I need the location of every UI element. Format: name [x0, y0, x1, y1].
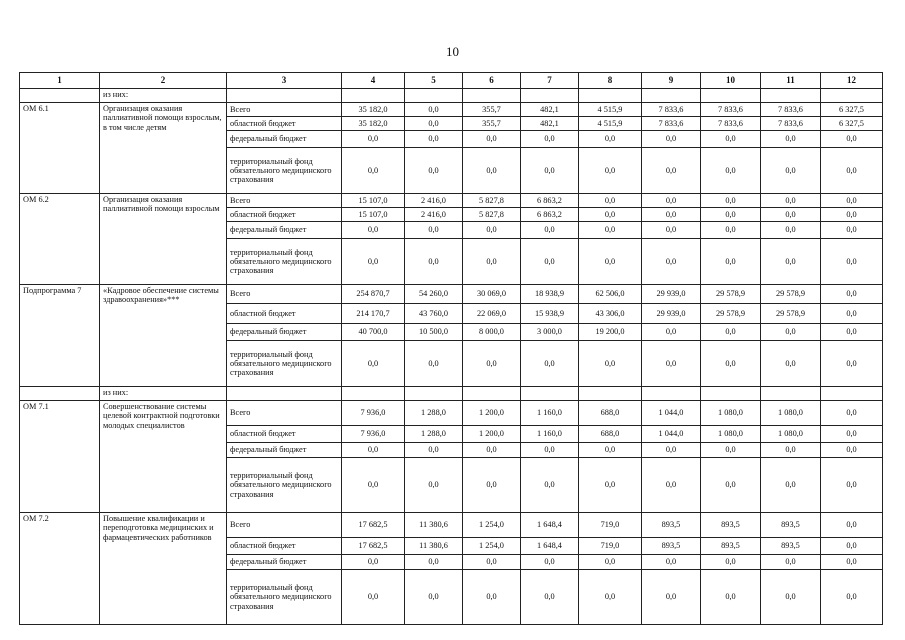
value-cell: 0,0 — [761, 555, 821, 570]
header-cell: 2 — [100, 73, 227, 89]
value-cell: 0,0 — [521, 570, 579, 625]
funding-source: территориальный фонд обязательного медицинского страхования — [227, 148, 342, 194]
value-cell: 0,0 — [642, 131, 701, 148]
value-cell: 719,0 — [579, 513, 642, 538]
value-cell: 0,0 — [642, 208, 701, 222]
funding-source: территориальный фонд обязательного медицинского страхования — [227, 239, 342, 285]
value-cell: 0,0 — [701, 324, 761, 341]
value-cell: 7 833,6 — [642, 103, 701, 117]
program-name: Организация оказания паллиативной помощи взрослым, в том числе детям — [100, 103, 227, 194]
value-cell: 30 069,0 — [463, 285, 521, 304]
value-cell: 5 827,8 — [463, 194, 521, 208]
value-cell: 0,0 — [405, 458, 463, 513]
value-cell: 54 260,0 — [405, 285, 463, 304]
value-cell: 0,0 — [761, 324, 821, 341]
value-cell: 7 833,6 — [701, 117, 761, 131]
value-cell: 0,0 — [405, 117, 463, 131]
value-cell: 0,0 — [463, 443, 521, 458]
value-cell: 3 000,0 — [521, 324, 579, 341]
value-cell: 0,0 — [405, 131, 463, 148]
empty-cell — [761, 89, 821, 103]
value-cell: 0,0 — [579, 443, 642, 458]
value-cell: 0,0 — [579, 570, 642, 625]
value-cell: 1 080,0 — [761, 426, 821, 443]
value-cell: 1 648,4 — [521, 538, 579, 555]
value-cell: 0,0 — [642, 570, 701, 625]
value-cell: 893,5 — [761, 513, 821, 538]
value-cell: 0,0 — [761, 194, 821, 208]
value-cell: 1 080,0 — [761, 401, 821, 426]
value-cell: 0,0 — [342, 131, 405, 148]
value-cell: 688,0 — [579, 426, 642, 443]
value-cell: 0,0 — [821, 513, 883, 538]
value-cell: 7 833,6 — [761, 103, 821, 117]
funding-source: федеральный бюджет — [227, 131, 342, 148]
value-cell: 17 682,5 — [342, 538, 405, 555]
value-cell: 7 833,6 — [761, 117, 821, 131]
value-cell: 214 170,7 — [342, 304, 405, 324]
program-name: Совершенствование системы целевой контрактной подготовки молодых специалистов — [100, 401, 227, 513]
empty-cell — [20, 89, 100, 103]
value-cell: 0,0 — [463, 555, 521, 570]
funding-source: областной бюджет — [227, 426, 342, 443]
empty-cell — [405, 387, 463, 401]
program-code: Подпрограмма 7 — [20, 285, 100, 387]
value-cell: 0,0 — [821, 131, 883, 148]
program-code: ОМ 6.1 — [20, 103, 100, 194]
empty-cell — [521, 89, 579, 103]
value-cell: 0,0 — [701, 222, 761, 239]
value-cell: 0,0 — [821, 443, 883, 458]
funding-source: Всего — [227, 285, 342, 304]
value-cell: 0,0 — [821, 222, 883, 239]
value-cell: 355,7 — [463, 103, 521, 117]
value-cell: 62 506,0 — [579, 285, 642, 304]
value-cell: 0,0 — [342, 222, 405, 239]
value-cell: 5 827,8 — [463, 208, 521, 222]
header-cell: 5 — [405, 73, 463, 89]
value-cell: 719,0 — [579, 538, 642, 555]
value-cell: 0,0 — [521, 239, 579, 285]
funding-source: территориальный фонд обязательного медицинского страхования — [227, 458, 342, 513]
value-cell: 0,0 — [701, 341, 761, 387]
value-cell: 893,5 — [701, 538, 761, 555]
value-cell: 40 700,0 — [342, 324, 405, 341]
value-cell: 0,0 — [405, 443, 463, 458]
header-cell: 11 — [761, 73, 821, 89]
funding-source: областной бюджет — [227, 304, 342, 324]
funding-source: территориальный фонд обязательного медицинского страхования — [227, 570, 342, 625]
subheader-label: из них: — [100, 387, 227, 401]
value-cell: 15 107,0 — [342, 208, 405, 222]
table-row — [20, 103, 883, 117]
empty-cell — [761, 387, 821, 401]
header-cell: 1 — [20, 73, 100, 89]
value-cell: 0,0 — [761, 570, 821, 625]
value-cell: 6 863,2 — [521, 194, 579, 208]
funding-source: областной бюджет — [227, 208, 342, 222]
value-cell: 0,0 — [701, 208, 761, 222]
value-cell: 0,0 — [701, 194, 761, 208]
empty-cell — [227, 89, 342, 103]
value-cell: 0,0 — [342, 555, 405, 570]
value-cell: 254 870,7 — [342, 285, 405, 304]
value-cell: 7 833,6 — [701, 103, 761, 117]
value-cell: 0,0 — [642, 555, 701, 570]
value-cell: 0,0 — [405, 222, 463, 239]
value-cell: 0,0 — [821, 341, 883, 387]
empty-cell — [579, 89, 642, 103]
value-cell: 0,0 — [642, 194, 701, 208]
value-cell: 29 939,0 — [642, 304, 701, 324]
value-cell: 0,0 — [521, 148, 579, 194]
value-cell: 355,7 — [463, 117, 521, 131]
empty-cell — [20, 387, 100, 401]
value-cell: 35 182,0 — [342, 117, 405, 131]
value-cell: 0,0 — [342, 341, 405, 387]
value-cell: 0,0 — [342, 570, 405, 625]
value-cell: 0,0 — [463, 239, 521, 285]
header-cell: 4 — [342, 73, 405, 89]
value-cell: 0,0 — [761, 131, 821, 148]
value-cell: 1 200,0 — [463, 426, 521, 443]
empty-cell — [701, 387, 761, 401]
empty-cell — [342, 387, 405, 401]
page-number: 10 — [446, 44, 459, 59]
value-cell: 1 160,0 — [521, 401, 579, 426]
value-cell: 0,0 — [701, 239, 761, 285]
funding-source: федеральный бюджет — [227, 324, 342, 341]
value-cell: 2 416,0 — [405, 208, 463, 222]
empty-cell — [227, 387, 342, 401]
value-cell: 0,0 — [701, 570, 761, 625]
subheader-label: из них: — [100, 89, 227, 103]
value-cell: 688,0 — [579, 401, 642, 426]
value-cell: 0,0 — [579, 239, 642, 285]
value-cell: 0,0 — [821, 401, 883, 426]
header-cell: 10 — [701, 73, 761, 89]
value-cell: 1 288,0 — [405, 401, 463, 426]
table-row — [20, 513, 883, 538]
value-cell: 1 200,0 — [463, 401, 521, 426]
value-cell: 29 578,9 — [761, 285, 821, 304]
value-cell: 43 306,0 — [579, 304, 642, 324]
empty-cell — [521, 387, 579, 401]
value-cell: 0,0 — [463, 570, 521, 625]
value-cell: 0,0 — [821, 538, 883, 555]
value-cell: 0,0 — [761, 341, 821, 387]
header-cell: 6 — [463, 73, 521, 89]
value-cell: 6 863,2 — [521, 208, 579, 222]
empty-cell — [463, 89, 521, 103]
value-cell: 7 936,0 — [342, 401, 405, 426]
program-code: ОМ 6.2 — [20, 194, 100, 285]
value-cell: 10 500,0 — [405, 324, 463, 341]
header-cell: 3 — [227, 73, 342, 89]
empty-cell — [701, 89, 761, 103]
header-row — [20, 73, 883, 89]
empty-cell — [463, 387, 521, 401]
value-cell: 893,5 — [761, 538, 821, 555]
value-cell: 0,0 — [342, 239, 405, 285]
empty-cell — [579, 387, 642, 401]
value-cell: 0,0 — [642, 443, 701, 458]
value-cell: 0,0 — [342, 443, 405, 458]
value-cell: 1 288,0 — [405, 426, 463, 443]
value-cell: 1 080,0 — [701, 401, 761, 426]
value-cell: 4 515,9 — [579, 117, 642, 131]
value-cell: 0,0 — [579, 194, 642, 208]
value-cell: 1 044,0 — [642, 426, 701, 443]
value-cell: 0,0 — [821, 324, 883, 341]
value-cell: 0,0 — [642, 341, 701, 387]
value-cell: 0,0 — [701, 555, 761, 570]
empty-cell — [821, 89, 883, 103]
value-cell: 0,0 — [342, 458, 405, 513]
funding-source: федеральный бюджет — [227, 443, 342, 458]
funding-source: федеральный бюджет — [227, 222, 342, 239]
value-cell: 0,0 — [821, 285, 883, 304]
value-cell: 0,0 — [405, 148, 463, 194]
value-cell: 0,0 — [405, 103, 463, 117]
value-cell: 11 380,6 — [405, 513, 463, 538]
value-cell: 0,0 — [821, 239, 883, 285]
value-cell: 0,0 — [463, 341, 521, 387]
value-cell: 35 182,0 — [342, 103, 405, 117]
header-cell: 9 — [642, 73, 701, 89]
value-cell: 0,0 — [521, 341, 579, 387]
value-cell: 0,0 — [821, 555, 883, 570]
value-cell: 0,0 — [761, 443, 821, 458]
value-cell: 0,0 — [761, 222, 821, 239]
program-code: ОМ 7.2 — [20, 513, 100, 625]
value-cell: 0,0 — [761, 208, 821, 222]
value-cell: 0,0 — [761, 458, 821, 513]
value-cell: 22 069,0 — [463, 304, 521, 324]
empty-cell — [642, 387, 701, 401]
value-cell: 29 578,9 — [701, 304, 761, 324]
value-cell: 7 936,0 — [342, 426, 405, 443]
program-name: Повышение квалификации и переподготовка медицинских и фармацевтических работников — [100, 513, 227, 625]
value-cell: 1 254,0 — [463, 513, 521, 538]
funding-source: Всего — [227, 103, 342, 117]
value-cell: 0,0 — [821, 304, 883, 324]
funding-source: Всего — [227, 401, 342, 426]
value-cell: 29 578,9 — [761, 304, 821, 324]
value-cell: 18 938,9 — [521, 285, 579, 304]
table-row — [20, 401, 883, 426]
value-cell: 893,5 — [642, 538, 701, 555]
value-cell: 11 380,6 — [405, 538, 463, 555]
funding-source: областной бюджет — [227, 117, 342, 131]
value-cell: 0,0 — [463, 458, 521, 513]
value-cell: 0,0 — [701, 443, 761, 458]
value-cell: 0,0 — [701, 458, 761, 513]
value-cell: 0,0 — [761, 148, 821, 194]
value-cell: 0,0 — [521, 131, 579, 148]
value-cell: 0,0 — [405, 341, 463, 387]
value-cell: 15 107,0 — [342, 194, 405, 208]
value-cell: 0,0 — [521, 443, 579, 458]
subheader-row — [20, 89, 883, 103]
budget-table — [19, 72, 883, 625]
value-cell: 0,0 — [405, 239, 463, 285]
value-cell: 0,0 — [405, 570, 463, 625]
value-cell: 0,0 — [521, 555, 579, 570]
value-cell: 893,5 — [701, 513, 761, 538]
value-cell: 1 044,0 — [642, 401, 701, 426]
value-cell: 2 416,0 — [405, 194, 463, 208]
subheader-row — [20, 387, 883, 401]
program-code: ОМ 7.1 — [20, 401, 100, 513]
funding-source: федеральный бюджет — [227, 555, 342, 570]
value-cell: 0,0 — [821, 208, 883, 222]
value-cell: 0,0 — [642, 222, 701, 239]
value-cell: 29 939,0 — [642, 285, 701, 304]
value-cell: 0,0 — [642, 239, 701, 285]
empty-cell — [342, 89, 405, 103]
value-cell: 0,0 — [642, 458, 701, 513]
table-row — [20, 194, 883, 208]
value-cell: 0,0 — [463, 222, 521, 239]
value-cell: 893,5 — [642, 513, 701, 538]
value-cell: 482,1 — [521, 117, 579, 131]
empty-cell — [821, 387, 883, 401]
value-cell: 6 327,5 — [821, 117, 883, 131]
value-cell: 7 833,6 — [642, 117, 701, 131]
value-cell: 0,0 — [521, 458, 579, 513]
value-cell: 0,0 — [821, 570, 883, 625]
value-cell: 0,0 — [701, 148, 761, 194]
value-cell: 0,0 — [761, 239, 821, 285]
value-cell: 15 938,9 — [521, 304, 579, 324]
value-cell: 0,0 — [405, 555, 463, 570]
value-cell: 482,1 — [521, 103, 579, 117]
value-cell: 0,0 — [821, 148, 883, 194]
value-cell: 0,0 — [579, 148, 642, 194]
value-cell: 4 515,9 — [579, 103, 642, 117]
value-cell: 29 578,9 — [701, 285, 761, 304]
value-cell: 17 682,5 — [342, 513, 405, 538]
value-cell: 8 000,0 — [463, 324, 521, 341]
program-name: «Кадровое обеспечение системы здравоохранения»*** — [100, 285, 227, 387]
value-cell: 43 760,0 — [405, 304, 463, 324]
value-cell: 0,0 — [579, 555, 642, 570]
value-cell: 1 648,4 — [521, 513, 579, 538]
header-cell: 7 — [521, 73, 579, 89]
value-cell: 0,0 — [821, 458, 883, 513]
value-cell: 0,0 — [642, 148, 701, 194]
value-cell: 1 254,0 — [463, 538, 521, 555]
value-cell: 0,0 — [463, 131, 521, 148]
value-cell: 0,0 — [463, 148, 521, 194]
value-cell: 6 327,5 — [821, 103, 883, 117]
funding-source: территориальный фонд обязательного медицинского страхования — [227, 341, 342, 387]
value-cell: 1 080,0 — [701, 426, 761, 443]
value-cell: 0,0 — [579, 222, 642, 239]
value-cell: 0,0 — [579, 341, 642, 387]
value-cell: 0,0 — [579, 458, 642, 513]
funding-source: Всего — [227, 194, 342, 208]
value-cell: 1 160,0 — [521, 426, 579, 443]
value-cell: 0,0 — [642, 324, 701, 341]
empty-cell — [405, 89, 463, 103]
program-name: Организация оказания паллиативной помощи взрослым — [100, 194, 227, 285]
funding-source: Всего — [227, 513, 342, 538]
table-row — [20, 285, 883, 304]
value-cell: 0,0 — [521, 222, 579, 239]
funding-source: областной бюджет — [227, 538, 342, 555]
value-cell: 19 200,0 — [579, 324, 642, 341]
value-cell: 0,0 — [821, 194, 883, 208]
header-cell: 12 — [821, 73, 883, 89]
value-cell: 0,0 — [701, 131, 761, 148]
header-cell: 8 — [579, 73, 642, 89]
value-cell: 0,0 — [342, 148, 405, 194]
value-cell: 0,0 — [579, 208, 642, 222]
value-cell: 0,0 — [821, 426, 883, 443]
empty-cell — [642, 89, 701, 103]
value-cell: 0,0 — [579, 131, 642, 148]
